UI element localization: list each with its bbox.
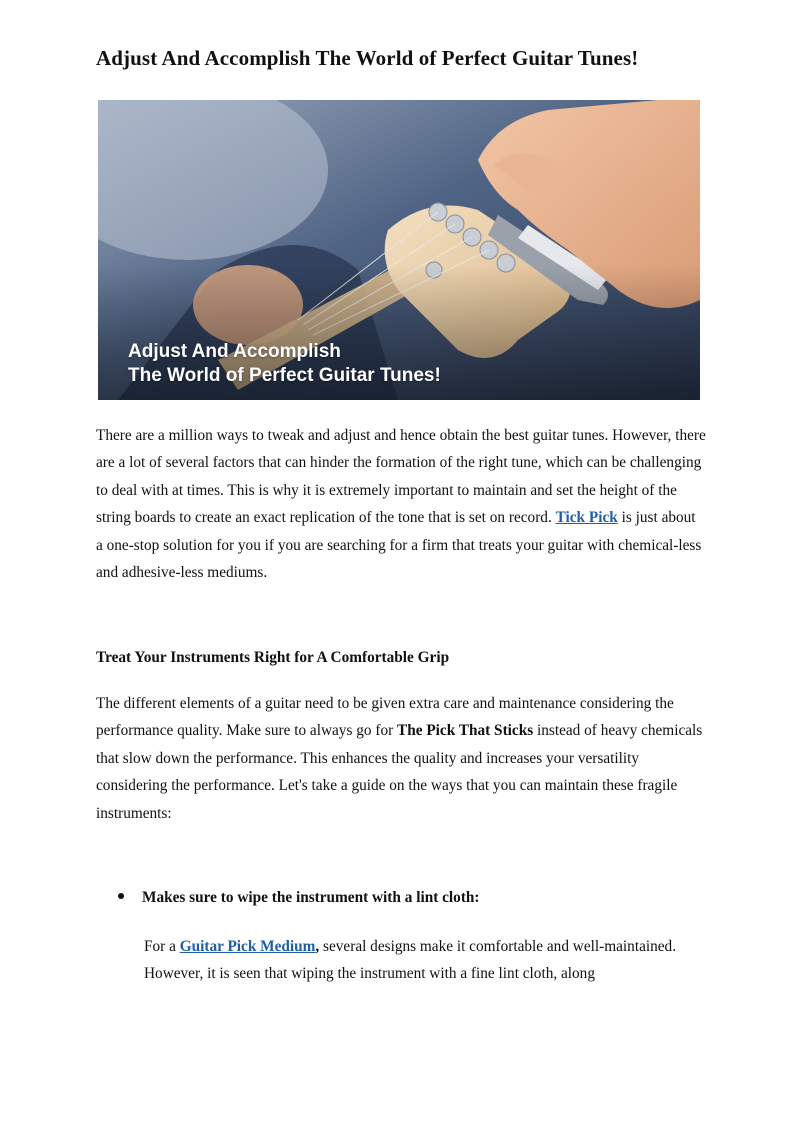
tick-pick-link[interactable]: Tick Pick — [555, 509, 618, 527]
hero-caption-line-1: Adjust And Accomplish — [128, 341, 341, 362]
bullet-paragraph — [144, 933, 704, 988]
bullet-text-start: For a — [144, 938, 180, 955]
hero-caption — [128, 340, 441, 388]
bullet-comma: , — [315, 938, 320, 955]
section-text-start: The different elements of a guitar need to be given extra care and maintenance considering the performance quality. Make sure to always go for — [96, 695, 674, 740]
section-text-end: instead of heavy chemicals that slow down the performance. This enhances the quality and increases your versatility considering the performance. Let's take a guide on the ways that you can maintain these fragile instruments: — [96, 722, 703, 822]
pick-that-sticks-bold: The Pick That Sticks — [397, 722, 534, 740]
bullet-label: Makes sure to wipe the instrument with a lint cloth: — [142, 889, 480, 906]
intro-text-start: There are a million ways to tweak and adjust and hence obtain the best guitar tunes. However, there are a lot of several factors that can hinder the formation of the right tune, which can be challenging to deal with at times. This is why it is extremely important to maintain and set the height of the string boards to create an exact replication of the tone that is set on record. — [96, 427, 706, 527]
bullet-icon — [118, 893, 124, 899]
guitar-pick-medium-link[interactable]: Guitar Pick Medium — [179, 938, 316, 955]
section-paragraph — [96, 690, 706, 827]
bullet-item — [118, 889, 480, 907]
hero-image — [98, 100, 700, 400]
hero-caption-line-2: The World of Perfect Guitar Tunes! — [128, 365, 441, 386]
bullet-text-end: several designs make it comfortable and well-maintained. However, it is seen that wiping the instrument with a fine lint cloth, along — [144, 938, 677, 983]
intro-text-end: is just about a one-stop solution for you if you are searching for a firm that treats your guitar with chemical-less and adhesive-less mediums. — [96, 509, 702, 582]
intro-paragraph — [96, 422, 706, 586]
page-title: Adjust And Accomplish The World of Perfect Guitar Tunes! — [96, 46, 639, 70]
section-heading: Treat Your Instruments Right for A Comfortable Grip — [96, 649, 450, 666]
